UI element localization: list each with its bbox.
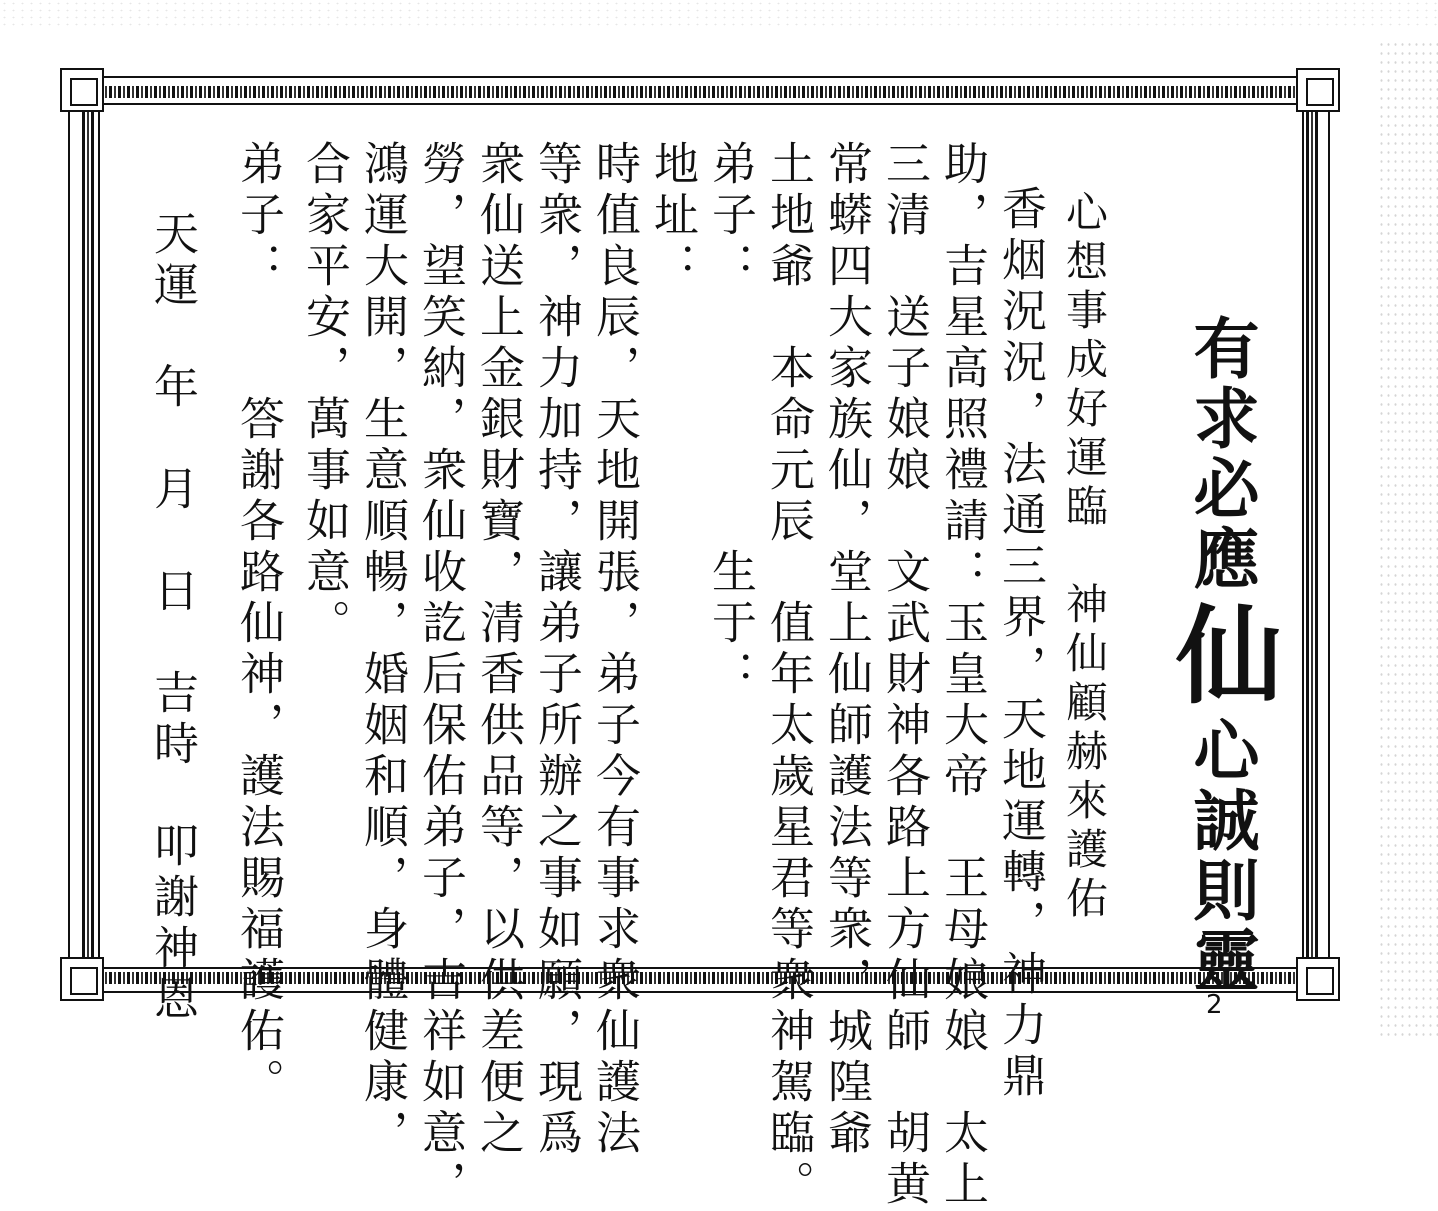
- date-column: 天運 年 月 日 吉時 叩謝神恩: [146, 210, 199, 1026]
- text-column-8: 時值良辰，天地開張，弟子今有事求衆仙護法: [588, 140, 641, 1160]
- text-column-9: 等衆，神力加持，讓弟子所辦之事如願，現爲: [530, 140, 583, 1160]
- text-column-10: 衆仙送上金銀財寶，清香供品等，以供差便之: [472, 140, 525, 1160]
- text-column-2: 助，吉星高照禮請：玉皇大帝 王母娘娘 太上: [936, 140, 989, 1211]
- text-column-12: 鴻運大開，生意順暢，婚姻和順，身體健康，: [356, 140, 409, 1160]
- title-big-character: 仙: [1159, 600, 1284, 710]
- subtitle: 心想事成好運臨 神仙顧赫來護佑: [1060, 190, 1109, 925]
- title-part-2: 心誠則靈: [1182, 716, 1260, 996]
- frame-corner-top-left: [60, 68, 104, 112]
- text-column-11: 勞，望笑納，衆仙收訖后保佑弟子，吉祥如意，: [414, 140, 467, 1211]
- text-column-13: 合家平安，萬事如意。: [298, 140, 351, 650]
- text-column-3: 三清 送子娘娘 文武財神各路上方仙師 胡黄: [878, 140, 931, 1211]
- title-part-1: 有求必應: [1182, 314, 1260, 594]
- text-column-4: 常蟒四大家族仙，堂上仙師護法等衆，城隍爺: [820, 140, 873, 1160]
- frame-corner-top-right: [1296, 68, 1340, 112]
- scan-noise-top: [0, 0, 1438, 30]
- page-title: [1159, 150, 1340, 996]
- text-column-14: 弟子： 答謝各路仙神，護法賜福護佑。: [232, 140, 285, 1109]
- text-column-5: 土地爺 本命元辰 值年太歲星君等衆神駕臨。: [762, 140, 815, 1211]
- text-column-1: 香烟況況，法通三界，天地運轉，神力鼎: [994, 185, 1047, 1103]
- frame-corner-bottom-left: [60, 957, 104, 1001]
- text-column-7: 地址：: [646, 140, 699, 293]
- page-number: 2: [1206, 990, 1223, 1020]
- scan-noise-right: [1378, 40, 1438, 1040]
- text-column-6: 弟子： 生于：: [704, 140, 757, 701]
